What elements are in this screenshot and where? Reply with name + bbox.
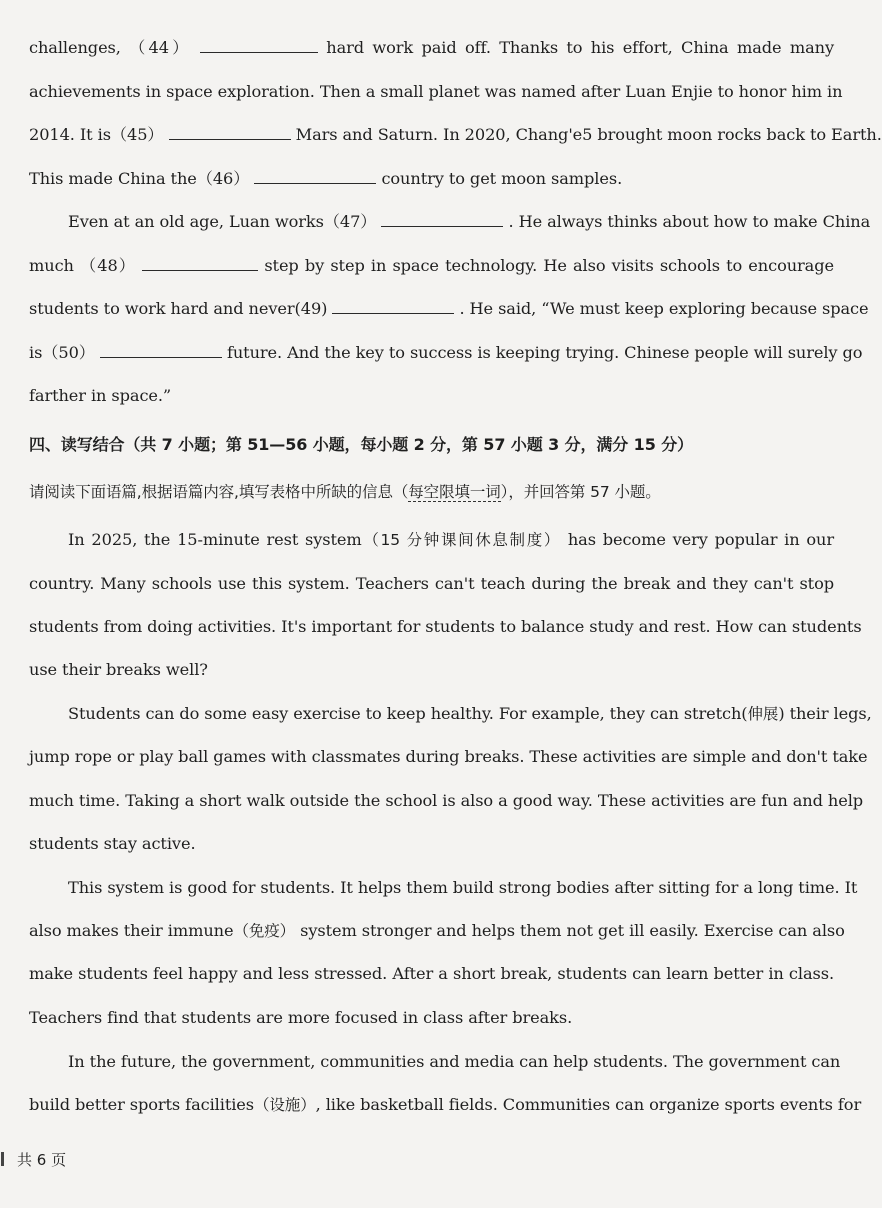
passage-line-9: farther in space.” — [29, 386, 172, 405]
passage-line-8 — [29, 341, 863, 365]
paragraph-2-line-2: jump rope or play ball games with classmates during breaks. These activities are simple and don't take — [29, 747, 868, 766]
paragraph-4-line-1: In the future, the government, communities and media can help students. The government can — [68, 1052, 841, 1071]
paragraph-1-line-2: country. Many schools use this system. Teachers can't teach during the break and they can't stop — [29, 574, 834, 593]
paragraph-3-line-2 — [29, 919, 845, 943]
line-text: . He always thinks about how to make China — [508, 212, 871, 231]
question-50-label: is（50） — [29, 343, 95, 362]
section-title: 四、读写结合（共 7 小题；第 51—56 小题，每小题 2 分，第 57 小题 3 分，满分 15 分） — [29, 435, 694, 454]
passage-line-2: achievements in space exploration. Then a small planet was named after Luan Enjie to honor him in — [29, 82, 843, 101]
paragraph-2-line-3: much time. Taking a short walk outside the school is also a good way. These activities are fun and help — [29, 791, 864, 810]
passage-line-5 — [68, 210, 871, 234]
line-text: has become very popular in our — [567, 530, 834, 549]
passage-line-3 — [29, 123, 882, 147]
paragraph-1-line-3: students from doing activities. It's important for students to balance study and rest. How can students — [29, 617, 862, 636]
line-text: Students can do some easy exercise to keep healthy. For example, they can stretch( — [68, 704, 748, 723]
instruction-text: ），并回答第 57 小题。 — [500, 483, 661, 501]
instruction-emphasis: 每空限填一词 — [408, 483, 501, 501]
chinese-gloss: （设施） — [254, 1096, 316, 1114]
question-45-label: 2014. It is（45） — [29, 125, 164, 144]
paragraph-3-line-4: Teachers find that students are more focused in class after breaks. — [29, 1008, 573, 1027]
paragraph-4-line-2 — [29, 1093, 862, 1117]
line-text: future. And the key to success is keeping trying. Chinese people will surely go — [226, 343, 863, 362]
chinese-gloss: （15 分钟课间休息制度） — [361, 531, 562, 549]
line-text: . He said, “We must keep exploring because space — [459, 299, 869, 318]
passage-line-6 — [29, 254, 834, 278]
question-46-label: This made China the（46） — [29, 169, 250, 188]
answer-blank-49[interactable] — [332, 299, 454, 314]
answer-blank-46[interactable] — [254, 169, 376, 184]
paragraph-3-line-3: make students feel happy and less stressed. After a short break, students can learn better in class. — [29, 964, 834, 983]
line-text: , like basketball fields. Communities can organize sports events for — [315, 1095, 862, 1114]
question-49-label: students to work hard and never(49) — [29, 299, 328, 318]
page-edge-mark — [1, 1152, 4, 1166]
paragraph-1-line-1 — [68, 528, 834, 552]
question-44-label: challenges, （44） — [29, 38, 192, 57]
question-47-label: Even at an old age, Luan works（47） — [68, 212, 377, 231]
line-text: Mars and Saturn. In 2020, Chang'e5 brought moon rocks back to Earth. — [295, 125, 882, 144]
line-text: step by step in space technology. He also visits schools to encourage — [264, 256, 834, 275]
instruction-line — [29, 480, 834, 504]
answer-blank-50[interactable] — [100, 343, 222, 358]
line-text: system stronger and helps them not get ill easily. Exercise can also — [300, 921, 845, 940]
question-48-label: much （48） — [29, 256, 136, 275]
chinese-gloss: 伸展 — [747, 705, 779, 723]
paragraph-3-line-1: This system is good for students. It helps them build strong bodies after sitting for a long time. It — [68, 878, 858, 897]
chinese-gloss: （免疫） — [233, 922, 296, 940]
line-text: hard work paid off. Thanks to his effort, China made many — [326, 38, 835, 57]
passage-line-1 — [29, 36, 834, 60]
answer-blank-45[interactable] — [169, 125, 291, 140]
line-text: ) their legs, — [778, 704, 872, 723]
answer-blank-48[interactable] — [142, 256, 258, 271]
line-text: build better sports facilities — [29, 1095, 254, 1114]
passage-line-4 — [29, 167, 834, 191]
page-footer: 共 6 页 — [17, 1151, 67, 1169]
paragraph-1-line-4: use their breaks well? — [29, 660, 208, 679]
line-text: also makes their immune — [29, 921, 234, 940]
paragraph-2-line-1 — [68, 702, 872, 726]
instruction-text: 请阅读下面语篇,根据语篇内容,填写表格中所缺的信息（ — [29, 483, 409, 501]
answer-blank-47[interactable] — [381, 212, 503, 227]
paragraph-2-line-4: students stay active. — [29, 834, 196, 853]
passage-line-7 — [29, 297, 869, 321]
line-text: In 2025, the 15-minute rest system — [68, 530, 362, 549]
answer-blank-44[interactable] — [200, 38, 318, 53]
line-text: country to get moon samples. — [381, 169, 623, 188]
